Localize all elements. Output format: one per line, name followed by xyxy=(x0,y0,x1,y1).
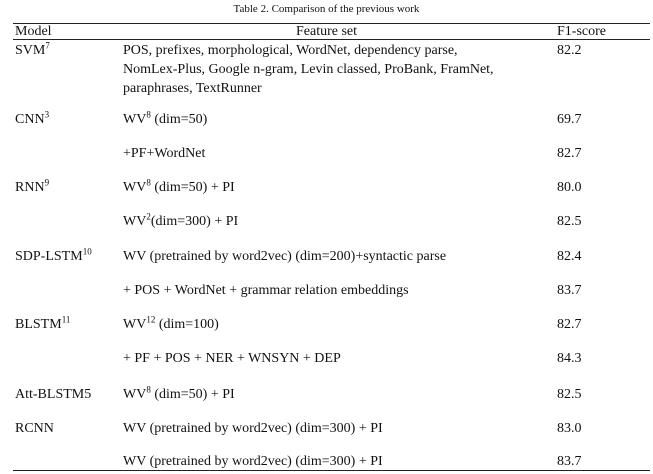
f1-cell: 84.3 xyxy=(557,351,582,366)
f1-cell: 83.0 xyxy=(557,421,582,436)
table-header-rule xyxy=(13,39,650,40)
f1-cell: 82.7 xyxy=(557,317,582,332)
feature-cell: WV$^{12}$ (dim=100) xyxy=(123,314,219,332)
header-model: Model xyxy=(15,24,52,39)
feature-cell: +PF+WordNet xyxy=(123,146,206,161)
model-cell: SDP-LSTM$^{10}$ xyxy=(15,246,92,264)
feature-cell: WV (pretrained by word2vec) (dim=300) + PI xyxy=(123,421,383,436)
model-cell: RCNN xyxy=(15,421,54,436)
f1-cell: 80.0 xyxy=(557,180,582,195)
feature-cell: $WV^8$ (dim=50) xyxy=(123,109,208,127)
model-cell: BLSTM$^{11}$ xyxy=(15,314,71,332)
f1-cell: 82.7 xyxy=(557,146,582,161)
header-feature-set: Feature set xyxy=(295,24,358,39)
feature-cell: WV (pretrained by word2vec) (dim=200)+syntactic parse xyxy=(123,249,447,264)
feature-cell: $WV^8$ (dim=50) + PI xyxy=(123,384,235,402)
f1-cell: 69.7 xyxy=(557,112,582,127)
model-cell: SVM$^7$ xyxy=(15,40,50,58)
table-caption: Table 2. Comparison of the previous work xyxy=(233,3,420,15)
feature-cell: WV (pretrained by word2vec) (dim=300) + PI xyxy=(123,454,383,469)
f1-cell: 82.5 xyxy=(557,214,582,229)
model-cell: Att-BLSTM5 xyxy=(15,387,92,402)
f1-cell: 83.7 xyxy=(557,454,582,469)
table-bottom-rule xyxy=(13,470,650,471)
feature-cell: $WV^8$ (dim=50) + PI xyxy=(123,177,235,195)
header-f1-score: F1-score xyxy=(557,24,606,39)
f1-cell: 82.4 xyxy=(557,249,582,264)
f1-cell: 83.7 xyxy=(557,283,582,298)
model-cell: CNN$^3$ xyxy=(15,109,50,127)
feature-cell: POS, prefixes, morphological, WordNet, dependency parse, NomLex-Plus, Google n-gram, Levin classed, ProBank, FramNet, paraphrases, TextRunner xyxy=(123,43,494,96)
model-cell: RNN$^9$ xyxy=(15,177,50,195)
feature-cell: + POS + WordNet + grammar relation embeddings xyxy=(123,283,409,298)
f1-cell: 82.5 xyxy=(557,387,582,402)
feature-cell: + PF + POS + NER + WNSYN + DEP xyxy=(123,351,341,366)
f1-cell: 82.2 xyxy=(557,43,582,58)
feature-cell: $WV^2(dim=300)$ + PI xyxy=(123,211,239,229)
